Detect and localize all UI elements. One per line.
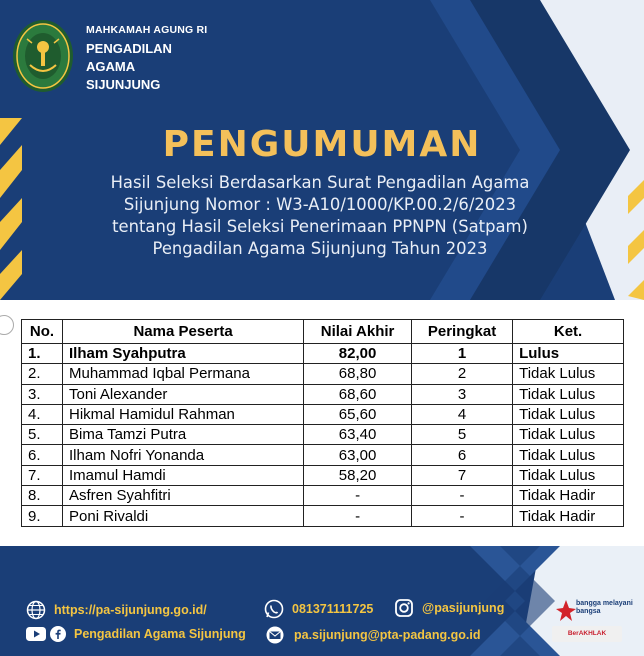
- bangga-melayani-badge: [556, 596, 636, 624]
- subtitle-line-4: Pengadilan Agama Sijunjung Tahun 2023: [152, 239, 488, 258]
- institution-label: MAHKAMAH AGUNG RI: [86, 24, 208, 36]
- court-name-line-2: AGAMA: [86, 59, 136, 74]
- row-rank: 7: [411, 465, 512, 485]
- email-contact[interactable]: [264, 626, 480, 644]
- website-text: https://pa-sijunjung.go.id/: [54, 603, 207, 617]
- row-no: 1.: [22, 344, 63, 364]
- row-ket: Tidak Lulus: [513, 404, 624, 424]
- row-no: 4.: [22, 404, 63, 424]
- row-score: 63,00: [304, 445, 412, 465]
- row-ket: Tidak Lulus: [513, 445, 624, 465]
- row-name: Hikmal Hamidul Rahman: [63, 404, 304, 424]
- bangga-text: bangga melayani bangsa: [576, 600, 633, 615]
- row-no: 5.: [22, 425, 63, 445]
- whatsapp-text: 081371111725: [292, 602, 374, 616]
- social-name-text: Pengadilan Agama Sijunjung: [74, 627, 246, 641]
- instagram-text: @pasijunjung: [422, 601, 505, 615]
- row-rank: 6: [411, 445, 512, 465]
- row-score: 68,60: [304, 384, 412, 404]
- row-name: Asfren Syahfitri: [63, 486, 304, 506]
- subtitle-line-3: tentang Hasil Seleksi Penerimaan PPNPN (Satpam): [112, 217, 528, 236]
- row-ket: Tidak Lulus: [513, 364, 624, 384]
- table-row: [22, 445, 624, 465]
- subtitle-line-1: Hasil Seleksi Berdasarkan Surat Pengadilan Agama: [110, 173, 530, 192]
- table-row: [22, 486, 624, 506]
- row-name: Toni Alexander: [63, 384, 304, 404]
- header-ket: Ket.: [513, 320, 624, 344]
- row-rank: 3: [411, 384, 512, 404]
- row-score: 82,00: [304, 344, 412, 364]
- table-row: [22, 425, 624, 445]
- row-no: 2.: [22, 364, 63, 384]
- row-no: 9.: [22, 506, 63, 526]
- facebook-icon: [50, 626, 66, 642]
- row-rank: -: [411, 486, 512, 506]
- page-title: PENGUMUMAN: [162, 124, 482, 165]
- row-score: 68,80: [304, 364, 412, 384]
- row-rank: 5: [411, 425, 512, 445]
- row-score: -: [304, 506, 412, 526]
- row-score: -: [304, 486, 412, 506]
- row-name: Ilham Nofri Yonanda: [63, 445, 304, 465]
- email-text: pa.sijunjung@pta-padang.go.id: [294, 628, 481, 642]
- court-name-line-3: SIJUNJUNG: [86, 77, 161, 92]
- row-rank: 1: [411, 344, 512, 364]
- youtube-icon: [26, 627, 46, 641]
- subtitle: [70, 172, 570, 260]
- berakhlak-badge: BerAKHLAK: [552, 626, 622, 642]
- envelope-icon: [264, 626, 286, 644]
- header-no: No.: [22, 320, 63, 344]
- carousel-prev-icon[interactable]: [0, 315, 14, 335]
- court-name: [86, 40, 172, 94]
- row-no: 3.: [22, 384, 63, 404]
- header-rank: Peringkat: [411, 320, 512, 344]
- row-score: 65,60: [304, 404, 412, 424]
- table-header-row: [22, 320, 624, 344]
- court-name-line-1: PENGADILAN: [86, 41, 172, 56]
- bangga-logo-icon: [556, 598, 576, 622]
- instagram-link[interactable]: [394, 598, 504, 618]
- header-name: Nama Peserta: [63, 320, 304, 344]
- website-link[interactable]: [26, 600, 207, 620]
- row-no: 6.: [22, 445, 63, 465]
- row-rank: -: [411, 506, 512, 526]
- instagram-icon: [394, 598, 414, 618]
- row-no: 8.: [22, 486, 63, 506]
- row-name: Muhammad Iqbal Permana: [63, 364, 304, 384]
- table-row: [22, 344, 624, 364]
- row-score: 63,40: [304, 425, 412, 445]
- row-rank: 4: [411, 404, 512, 424]
- row-ket: Tidak Hadir: [513, 486, 624, 506]
- court-logo-icon: [12, 19, 74, 97]
- table-row: [22, 364, 624, 384]
- social-media-link[interactable]: [26, 626, 246, 642]
- row-name: Imamul Hamdi: [63, 465, 304, 485]
- row-name: Poni Rivaldi: [63, 506, 304, 526]
- row-no: 7.: [22, 465, 63, 485]
- whatsapp-icon: [264, 599, 284, 619]
- row-ket: Tidak Hadir: [513, 506, 624, 526]
- table-row: [22, 404, 624, 424]
- row-rank: 2: [411, 364, 512, 384]
- results-section: [0, 300, 644, 546]
- table-row: [22, 384, 624, 404]
- table-row: [22, 465, 624, 485]
- footer: [0, 546, 644, 656]
- row-score: 58,20: [304, 465, 412, 485]
- header: [0, 0, 644, 300]
- row-ket: Lulus: [513, 344, 624, 364]
- row-name: Bima Tamzi Putra: [63, 425, 304, 445]
- row-ket: Tidak Lulus: [513, 384, 624, 404]
- row-ket: Tidak Lulus: [513, 425, 624, 445]
- row-name: Ilham Syahputra: [63, 344, 304, 364]
- row-ket: Tidak Lulus: [513, 465, 624, 485]
- whatsapp-contact[interactable]: [264, 599, 373, 619]
- table-row: [22, 506, 624, 526]
- subtitle-line-2: Sijunjung Nomor : W3-A10/1000/KP.00.2/6/2023: [123, 195, 517, 214]
- results-table: [21, 319, 624, 527]
- header-score: Nilai Akhir: [304, 320, 412, 344]
- globe-icon: [26, 600, 46, 620]
